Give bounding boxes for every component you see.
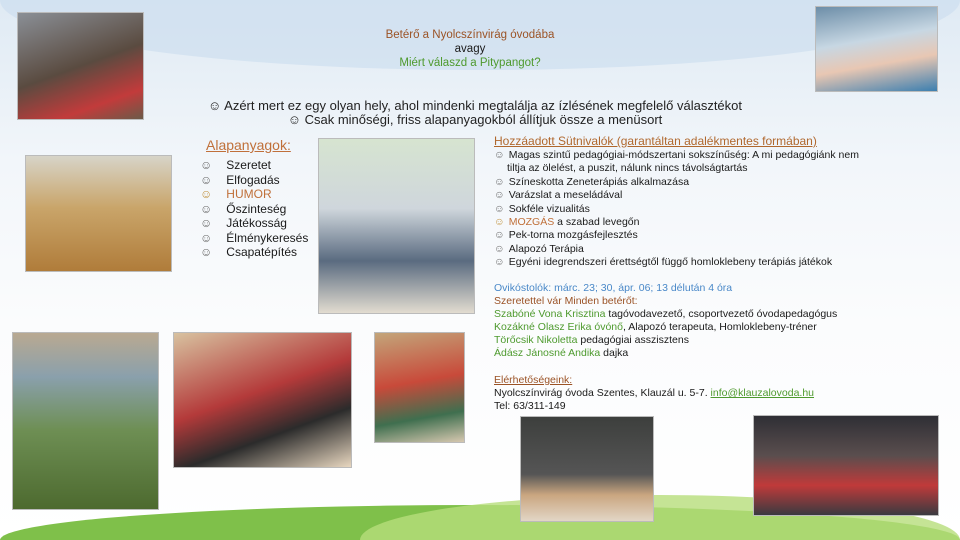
- title-line-2: avagy: [454, 43, 486, 55]
- staff-4: Ádász Jánosné Andika dajka: [494, 347, 629, 359]
- staff-3: Törőcsik Nikoletta pedagógiai asszisztens: [494, 334, 689, 346]
- title-line-1: Betérő a Nyolcszínvirág óvodába: [385, 29, 555, 41]
- contact-title: Elérhetőségeink:: [494, 374, 573, 386]
- ingredient-item: ☺ Játékosság: [200, 216, 287, 230]
- staff-2: Kozákné Olasz Erika óvónő, Alapozó terapeuta, Homloklebeny-tréner: [494, 321, 817, 333]
- extras-item: ☺ Pek-torna mozgásfejlesztés: [494, 229, 638, 242]
- extras-item: ☺ Egyéni idegrendszeri érettségtől függő homloklebeny terápiás játékok: [494, 256, 833, 269]
- ingredient-item: ☺ Élménykeresés: [200, 230, 309, 245]
- ingredient-item: ☺ Csapatépítés: [200, 245, 297, 259]
- email-link[interactable]: info@klauzalovoda.hu: [710, 387, 815, 399]
- extras-item: ☺ Színeskotta Zeneterápiás alkalmazása: [494, 175, 690, 188]
- extras-item: ☺ Magas szintű pedagógiai-módszertani sokszínűség: A mi pedagógiánk nem: [494, 149, 859, 161]
- extras-list: [494, 149, 859, 270]
- photo-teachers: [318, 138, 475, 314]
- intro-line-1: ☺ Azért mert ez egy olyan hely, ahol mindenki megtalálja az ízlésének megfelelő választékot: [207, 98, 743, 113]
- photo-market: [17, 12, 144, 120]
- extras-item: tiltja az ölelést, a puszit, nálunk nincs távolságtartás: [507, 162, 748, 175]
- contact-phone: Tel: 63/311-149: [494, 400, 566, 412]
- photo-carnival: [173, 332, 352, 468]
- ingredient-item: ☺ Őszinteség: [200, 201, 287, 216]
- photo-chalkboard: [520, 416, 654, 522]
- staff-1: Szabóné Vona Krisztina tagóvodavezető, csoportvezető óvodapedagógus: [494, 308, 838, 320]
- contact-address: Nyolcszínvirág óvoda Szentes, Klauzál u. 5-7. info@klauzalovoda.hu: [494, 387, 815, 399]
- extras-title: Hozzáadott Sütnivalók (garantáltan adalékmentes formában): [494, 134, 817, 148]
- extras-item: ☺ MOZGÁS a szabad levegőn: [494, 216, 640, 229]
- extras-item: ☺ Alapozó Terápia: [494, 242, 584, 255]
- photo-theatre: [753, 415, 939, 516]
- photo-classroom: [374, 332, 465, 443]
- ingredient-item: ☺ Elfogadás: [200, 172, 280, 187]
- event-dates: Ovikóstolók: márc. 23; 30, ápr. 06; 13 délután 4 óra: [494, 282, 733, 294]
- extras-item: ☺ Varázslat a meseládával: [494, 189, 623, 202]
- ingredients-title: Alapanyagok:: [206, 137, 291, 153]
- ingredients-list: [200, 158, 308, 260]
- welcome-text: Szeretettel vár Minden betérőt:: [494, 295, 638, 307]
- photo-park: [12, 332, 159, 510]
- extras-item: ☺ Sokféle vizualitás: [494, 202, 590, 215]
- title-line-3: Miért válaszd a Pitypangot?: [399, 57, 541, 69]
- ingredient-item: ☺ HUMOR: [200, 187, 272, 201]
- photo-gym: [25, 155, 172, 272]
- ingredient-item: ☺ Szeretet: [200, 158, 271, 172]
- photo-swimming: [815, 6, 938, 92]
- intro-line-2: ☺ Csak minőségi, friss alapanyagokból állítjuk össze a menüsort: [287, 112, 663, 127]
